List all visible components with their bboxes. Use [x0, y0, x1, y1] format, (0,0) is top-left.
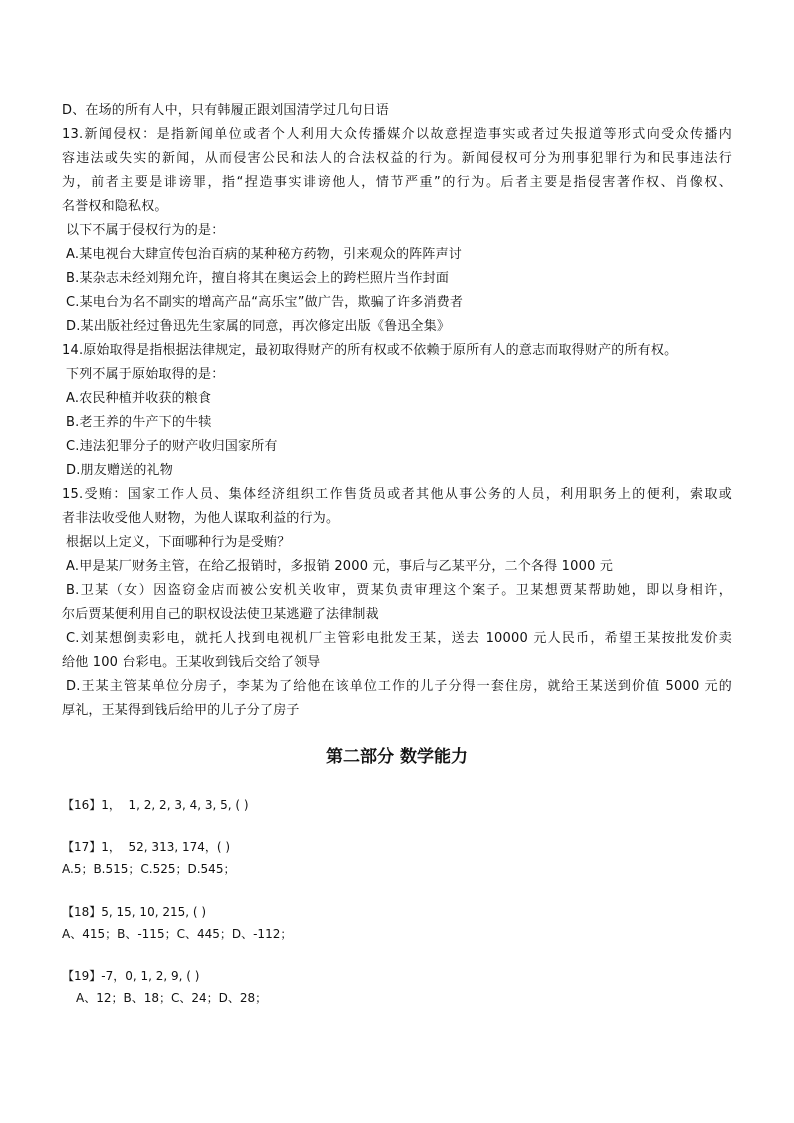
q15-option-c-line-2: 给他 100 台彩电。王某收到钱后交给了领导	[62, 655, 321, 670]
q14-prompt: 下列不属于原始取得的是：	[66, 367, 225, 382]
q14-option-b: B.老王养的牛产下的牛犊	[66, 415, 212, 430]
q14-definition: 14.原始取得是指根据法律规定，最初取得财产的所有权或不依赖于原所有人的意志而取得财产的所有权。	[62, 343, 678, 358]
q13-option-a: A.某电视台大肆宣传包治百病的某种秘方药物，引来观众的阵阵声讨	[66, 247, 462, 262]
q13-option-b: B.某杂志未经刘翔允许，擅自将其在奥运会上的跨栏照片当作封面	[66, 271, 450, 286]
q13-definition-line-2: 容违法或失实的新闻，从而侵害公民和法人的合法权益的行为。新闻侵权可分为刑事犯罪行为和民事违法行	[62, 151, 732, 166]
q19-options: A、12；B、18；C、24；D、28；	[76, 991, 268, 1005]
q13-prompt: 以下不属于侵权行为的是：	[66, 223, 225, 238]
q18-question: 【18】5, 15, 10, 215, ( )	[62, 905, 207, 919]
q15-prompt: 根据以上定义，下面哪种行为是受贿？	[66, 535, 291, 550]
q14-option-c: C.违法犯罪分子的财产收归国家所有	[66, 439, 278, 454]
q15-option-c-line-1: C.刘某想倒卖彩电，就托人找到电视机厂主管彩电批发王某，送去 10000 元人民币，希望王某按批发价卖	[66, 631, 732, 646]
q19-question: 【19】-7，0, 1, 2, 9, ( )	[62, 969, 200, 983]
q12-option-d: D、在场的所有人中，只有韩履正跟刘国清学过几句日语	[62, 103, 390, 118]
q18-options: A、415；B、-115；C、445；D、-112；	[62, 927, 293, 941]
q14-option-a: A.农民种植并收获的粮食	[66, 391, 212, 406]
q13-definition-line-3: 为，前者主要是诽谤罪，指“捏造事实诽谤他人，情节严重”的行为。后者主要是指侵害著作权、肖像权、	[62, 175, 732, 190]
q13-option-c: C.某电台为名不副实的增高产品“高乐宝”做广告，欺骗了许多消费者	[66, 295, 464, 310]
section-title: 第二部分 数学能力	[326, 747, 468, 767]
q15-option-b-line-2: 尔后贾某便利用自己的职权设法使卫某逃避了法律制裁	[62, 607, 379, 622]
q13-definition-line-4: 名誉权和隐私权。	[62, 199, 168, 214]
q15-option-d-line-1: D.王某主管某单位分房子，李某为了给他在该单位工作的儿子分得一套住房，就给王某送到价值 5000 元的	[66, 679, 732, 694]
q15-option-b-line-1: B.卫某（女）因盗窃金店而被公安机关收审，贾某负责审理这个案子。卫某想贾某帮助她，即以身相许，	[66, 583, 732, 598]
q15-option-d-line-2: 厚礼，王某得到钱后给甲的儿子分了房子	[62, 703, 300, 718]
q17-options: A.5；B.515；C.525；D.545；	[62, 862, 236, 876]
q13-option-d: D.某出版社经过鲁迅先生家属的同意，再次修定出版《鲁迅全集》	[66, 319, 451, 334]
q15-option-a: A.甲是某厂财务主管，在给乙报销时，多报销 2000 元，事后与乙某平分，二个各得 1000 元	[66, 559, 614, 574]
q13-definition-line-1: 13.新闻侵权：是指新闻单位或者个人利用大众传播媒介以故意捏造事实或者过失报道等形式向受众传播内	[62, 127, 732, 142]
q14-option-d: D.朋友赠送的礼物	[66, 463, 173, 478]
q17-question: 【17】1， 52, 313, 174，( )	[62, 840, 231, 854]
q15-definition-line-1: 15.受贿：国家工作人员、集体经济组织工作售货员或者其他从事公务的人员，利用职务上的便利，索取或	[62, 487, 732, 502]
q15-definition-line-2: 者非法收受他人财物，为他人谋取利益的行为。	[62, 511, 340, 526]
q16-question: 【16】1， 1, 2, 2, 3, 4, 3, 5, ( )	[62, 798, 249, 812]
